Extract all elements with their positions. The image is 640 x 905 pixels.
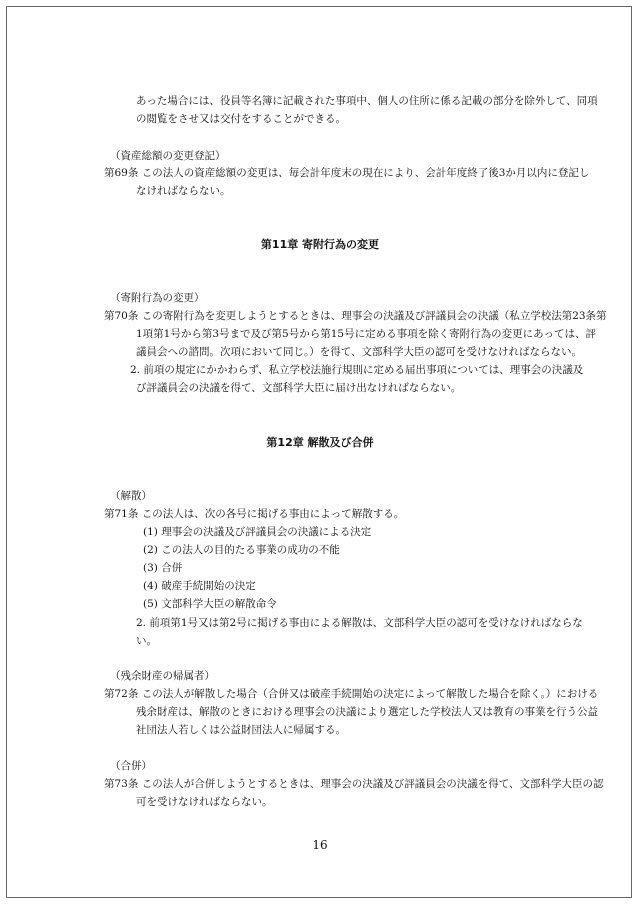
- paragraph-text-line: い。: [136, 635, 157, 647]
- page-border: [6, 6, 632, 898]
- paragraph-text-line: 2. 前項第1号又は第2号に掲げる事由による解散は、文部科学大臣の認可を受けなければならな: [136, 617, 583, 629]
- article-text-line: 第71条 この法人は、次の各号に掲げる事由によって解散する。: [104, 508, 405, 520]
- article-caption: （合併）: [110, 760, 152, 772]
- article-text-line: 第69条 この法人の資産総額の変更は、毎会計年度末の現在により、会計年度終了後3か月以内に登記し: [104, 167, 590, 179]
- page-number: 16: [312, 838, 328, 852]
- list-item: (5) 文部科学大臣の解散命令: [143, 598, 277, 610]
- article-text-line: 可を受けなければならない。: [136, 796, 273, 808]
- list-item: (3) 合併: [143, 562, 183, 574]
- article-caption: （資産総額の変更登記）: [110, 150, 226, 162]
- article-text-line: 第70条 この寄附行為を変更しようとするときは、理事会の決議及び評議員会の決議（私立学校法第23条第: [104, 310, 607, 322]
- article-text-line: 1項第1号から第3号まで及び第5号から第15号に定める事項を除く寄附行為の変更にあっては、評: [136, 328, 596, 340]
- article-caption: （寄附行為の変更）: [110, 292, 205, 304]
- article-text-line: 議員会への諮問。次項において同じ。）を得て、文部科学大臣の認可を受けなければならない。: [136, 346, 583, 358]
- article-caption: （解散）: [110, 490, 152, 502]
- paragraph-text-line: び評議員会の決議を得て、文部科学大臣に届け出なければならない。: [136, 382, 462, 394]
- body-text-line: あった場合には、役員等名簿に記載された事項中、個人の住所に係る記載の部分を除外して、同項: [136, 95, 598, 107]
- body-text-line: の閲覧をさせ又は交付をすることができる。: [136, 113, 346, 125]
- article-caption: （残余財産の帰属者）: [110, 670, 215, 682]
- list-item: (2) この法人の目的たる事業の成功の不能: [143, 544, 340, 556]
- article-text-line: 第73条 この法人が合併しようとするときは、理事会の決議及び評議員会の決議を得て、文部科学大臣の認: [104, 778, 604, 790]
- article-text-line: 残余財産は、解散のときにおける理事会の決議により選定した学校法人又は教育の事業を行う公益: [136, 706, 598, 718]
- article-text-line: 第72条 この法人が解散した場合（合併又は破産手続開始の決定によって解散した場合を除く。）における: [104, 688, 599, 700]
- article-text-line: 社団法人若しくは公益財団法人に帰属する。: [136, 724, 346, 736]
- list-item: (4) 破産手続開始の決定: [143, 580, 256, 592]
- paragraph-text-line: 2. 前項の規定にかかわらず、私立学校法施行規則に定める届出事項については、理事会の決議及: [130, 364, 584, 376]
- chapter-heading: 第11章 寄附行為の変更: [260, 238, 380, 251]
- chapter-heading: 第12章 解散及び合併: [266, 436, 374, 449]
- list-item: (1) 理事会の決議及び評議員会の決議による決定: [143, 526, 372, 538]
- article-text-line: なければならない。: [136, 185, 231, 197]
